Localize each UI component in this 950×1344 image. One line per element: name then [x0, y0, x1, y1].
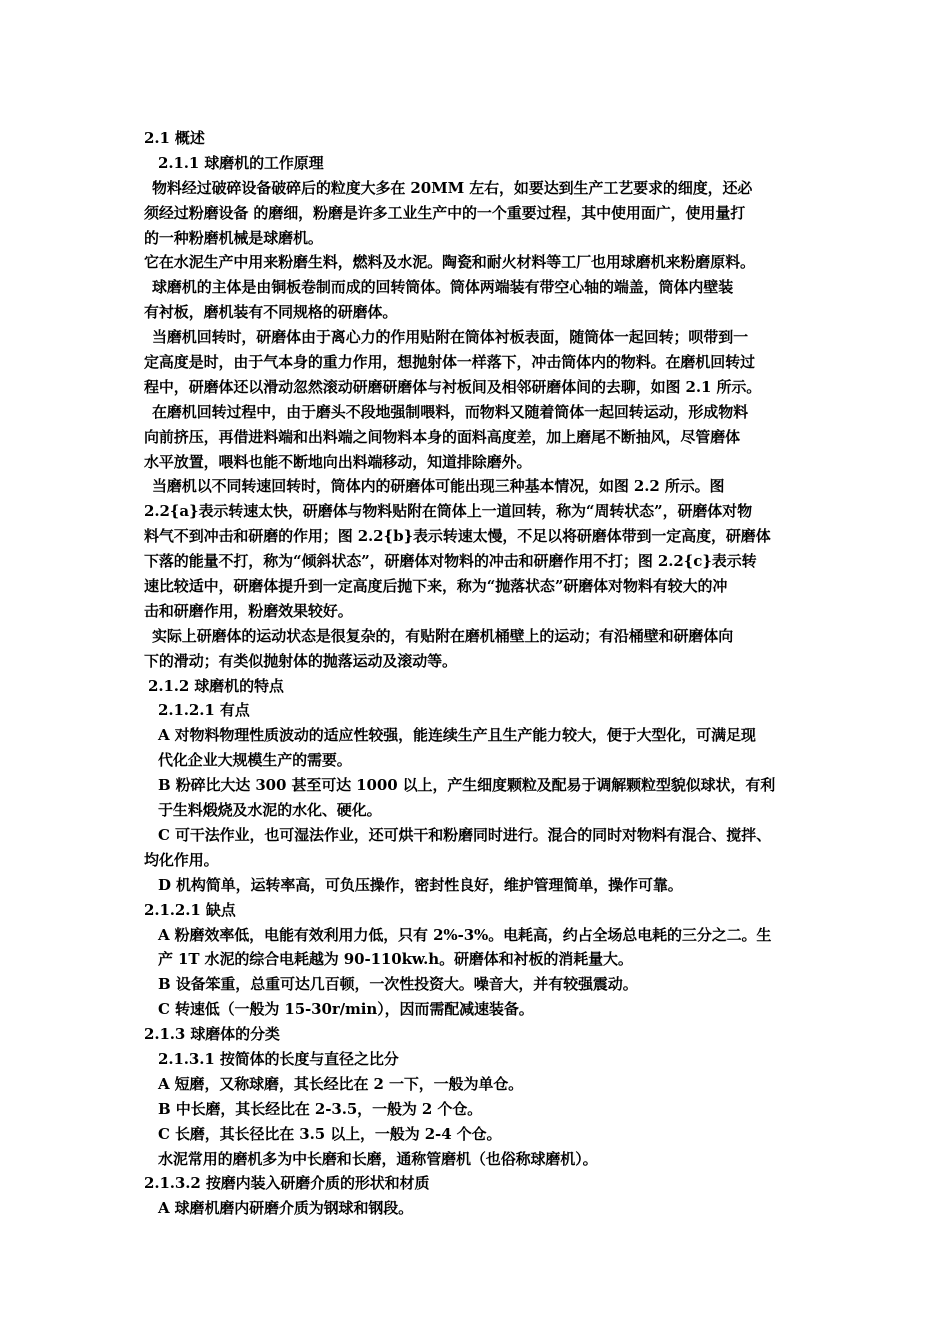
- text-line: 均化作用。: [144, 850, 219, 869]
- text-line: C 可干法作业，也可湿法作业，还可烘干和粉磨同时进行。混合的同时对物料有混合、搅拌、: [158, 825, 771, 844]
- document-body: [144, 126, 824, 1221]
- text-line: 2.1.2 球磨机的特点: [148, 676, 284, 695]
- text-line: 2.1.1 球磨机的工作原理: [158, 153, 324, 172]
- text-line: 2.1.3.1 按简体的长度与直径之比分: [158, 1049, 399, 1068]
- text-line: B 粉碎比大达 300 甚至可达 1000 以上，产生细度颗粒及配易于调解颗粒型貌似球状，有利: [158, 776, 776, 795]
- text-line: 向前挤压，再借进料端和出料端之间物料本身的面料高度差，加上磨尾不断抽风，尽管磨体: [144, 427, 741, 446]
- text-line: D 机构简单，运转率高，可负压操作，密封性良好，维护管理简单，操作可靠。: [158, 875, 683, 894]
- text-line: 2.1.2.1 缺点: [144, 900, 236, 919]
- text-line: 的一种粉磨机械是球磨机。: [144, 228, 323, 247]
- text-line: 水泥常用的磨机多为中长磨和长磨，通称管磨机（也俗称球磨机）。: [158, 1149, 598, 1168]
- text-line: 水平放置，喂料也能不断地向出料端移动，知道排除磨外。: [144, 452, 532, 471]
- text-line: 当磨机以不同转速回转时，筒体内的研磨体可能出现三种基本情况，如图 2.2 所示。图: [152, 477, 725, 496]
- text-line: 2.1.2.1 有点: [158, 701, 250, 720]
- text-line: 当磨机回转时，研磨体由于离心力的作用贴附在筒体衬板表面，随筒体一起回转；呗带到一: [152, 328, 749, 347]
- text-line: 下落的能量不打，称为“倾斜状态”，研磨体对物料的冲击和研磨作用不打；图 2.2{c}表示转: [144, 552, 757, 571]
- text-line: 球磨机的主体是由铜板卷制而成的回转筒体。筒体两端装有带空心轴的端盖，筒体内壁装: [152, 278, 734, 297]
- text-line: 定高度是时，由于气本身的重力作用，想抛射体一样落下，冲击筒体内的物料。在磨机回转过: [144, 353, 755, 372]
- text-line: 程中，研磨体还以滑动忽然滚动研磨研磨体与衬板间及相邻研磨体间的去聊，如图 2.1 所示。: [144, 377, 762, 396]
- text-line: 2.1 概述: [144, 129, 205, 147]
- text-line: 速比较适中，研磨体提升到一定高度后抛下来，称为“抛落状态”研磨体对物料有较大的冲: [144, 577, 728, 596]
- text-line: 物料经过破碎设备破碎后的粒度大多在 20MM 左右，如要达到生产工艺要求的细度，还必: [152, 178, 753, 197]
- text-line: 须经过粉磨设备 的磨细，粉磨是许多工业生产中的一个重要过程，其中使用面广，使用量打: [144, 203, 746, 222]
- text-line: C 长磨，其长径比在 3.5 以上，一般为 2-4 个仓。: [158, 1124, 502, 1143]
- text-line: 下的滑动；有类似抛射体的抛落运动及滚动等。: [144, 651, 457, 670]
- text-line: 2.1.3 球磨体的分类: [144, 1025, 280, 1044]
- text-line: 于生料煅烧及水泥的水化、硬化。: [158, 801, 382, 820]
- text-line: A 球磨机磨内研磨介质为钢球和钢段。: [158, 1199, 414, 1218]
- text-line: A 短磨，又称球磨，其长经比在 2 一下，一般为单仓。: [158, 1074, 524, 1093]
- text-line: C 转速低（一般为 15-30r/min），因而需配减速装备。: [158, 1000, 534, 1019]
- text-line: 料气不到冲击和研磨的作用；图 2.2{b}表示转速太慢，不足以将研磨体带到一定高度，研磨体: [144, 527, 771, 546]
- text-line: B 设备笨重，总重可达几百顿，一次性投资大。噪音大，并有较强震动。: [158, 975, 638, 994]
- text-line: 代化企业大规模生产的需要。: [158, 751, 352, 770]
- text-line: 在磨机回转过程中，由于磨头不段地强制喂料，而物料又随着筒体一起回转运动，形成物料: [152, 402, 749, 421]
- text-line: 产 1T 水泥的综合电耗越为 90-110kw.h。研磨体和衬板的消耗量大。: [158, 950, 633, 969]
- text-line: 2.1.3.2 按磨内装入研磨介质的形状和材质: [144, 1174, 430, 1193]
- text-line: 它在水泥生产中用来粉磨生料，燃料及水泥。陶瓷和耐火材料等工厂也用球磨机来粉磨原料。: [144, 253, 755, 272]
- text-line: A 粉磨效率低，电能有效利用力低，只有 2%-3%。电耗高，约占全场总电耗的三分之二。生: [158, 925, 772, 944]
- text-line: 实际上研磨体的运动状态是很复杂的，有贴附在磨机桶壁上的运动；有沿桶壁和研磨体向: [152, 626, 734, 645]
- text-line: A 对物料物理性质波动的适应性较强，能连续生产且生产能力较大，便于大型化，可满足现: [158, 726, 756, 745]
- text-line: B 中长磨，其长经比在 2-3.5，一般为 2 个仓。: [158, 1099, 483, 1118]
- text-line: 2.2{a}表示转速太快，研磨体与物料贴附在筒体上一道回转，称为“周转状态”，研磨体对物: [144, 502, 752, 521]
- text-line: 有衬板，磨机装有不同规格的研磨体。: [144, 303, 398, 322]
- text-line: 击和研磨作用，粉磨效果较好。: [144, 601, 353, 620]
